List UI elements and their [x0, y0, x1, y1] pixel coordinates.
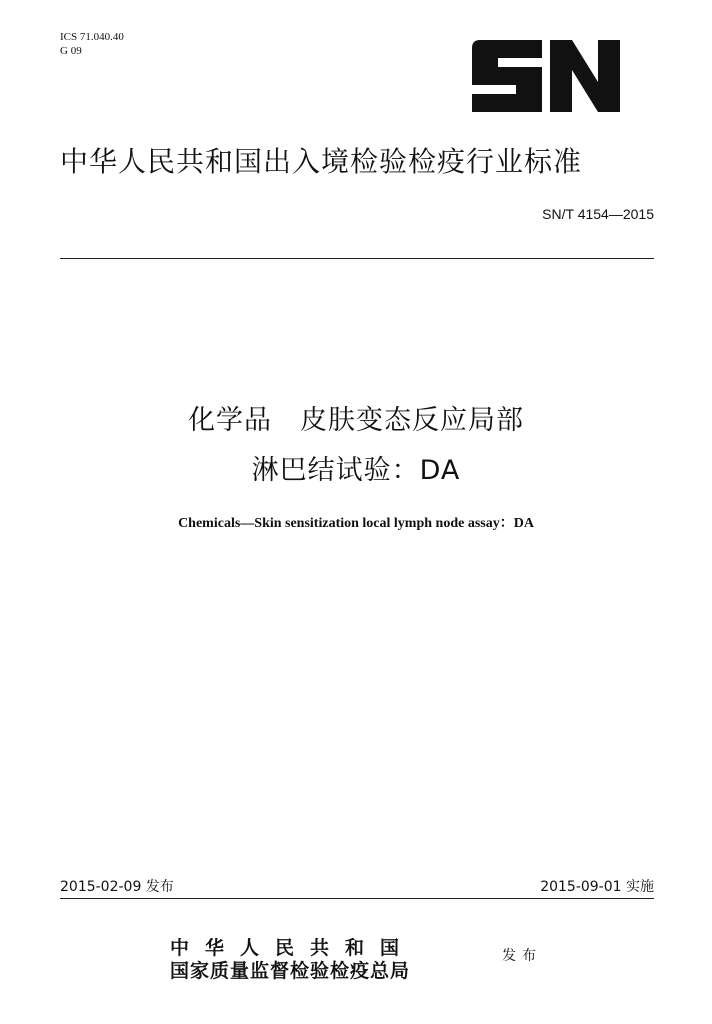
- sn-logo-s: [472, 40, 542, 112]
- top-divider: [60, 258, 654, 259]
- bottom-divider: [60, 898, 654, 899]
- sn-logo-n: [550, 40, 620, 112]
- sn-logo: [472, 40, 620, 112]
- issue-word: 发布: [502, 948, 542, 964]
- standard-number: SN/T 4154—2015: [542, 206, 654, 222]
- classification-codes: [60, 30, 124, 58]
- implement-date: 2015-09-01 实施: [540, 879, 654, 895]
- chinese-title-line2: 淋巴结试验：DA: [251, 455, 461, 486]
- issuer-line1: 中华人民共和国: [170, 937, 416, 959]
- issuer-line2: 国家质量监督检验检疫总局: [170, 960, 411, 982]
- publish-date: 2015-02-09 发布: [60, 879, 174, 895]
- english-title: Chemicals—Skin sensitization local lymph node assay：DA: [178, 516, 534, 531]
- ics-code: ICS 71.040.40: [60, 31, 124, 43]
- organization-title: 中华人民共和国出入境检验检疫行业标准: [60, 145, 583, 178]
- chinese-title-line1: 化学品 皮肤变态反应局部: [188, 405, 524, 436]
- class-code: G 09: [60, 45, 82, 57]
